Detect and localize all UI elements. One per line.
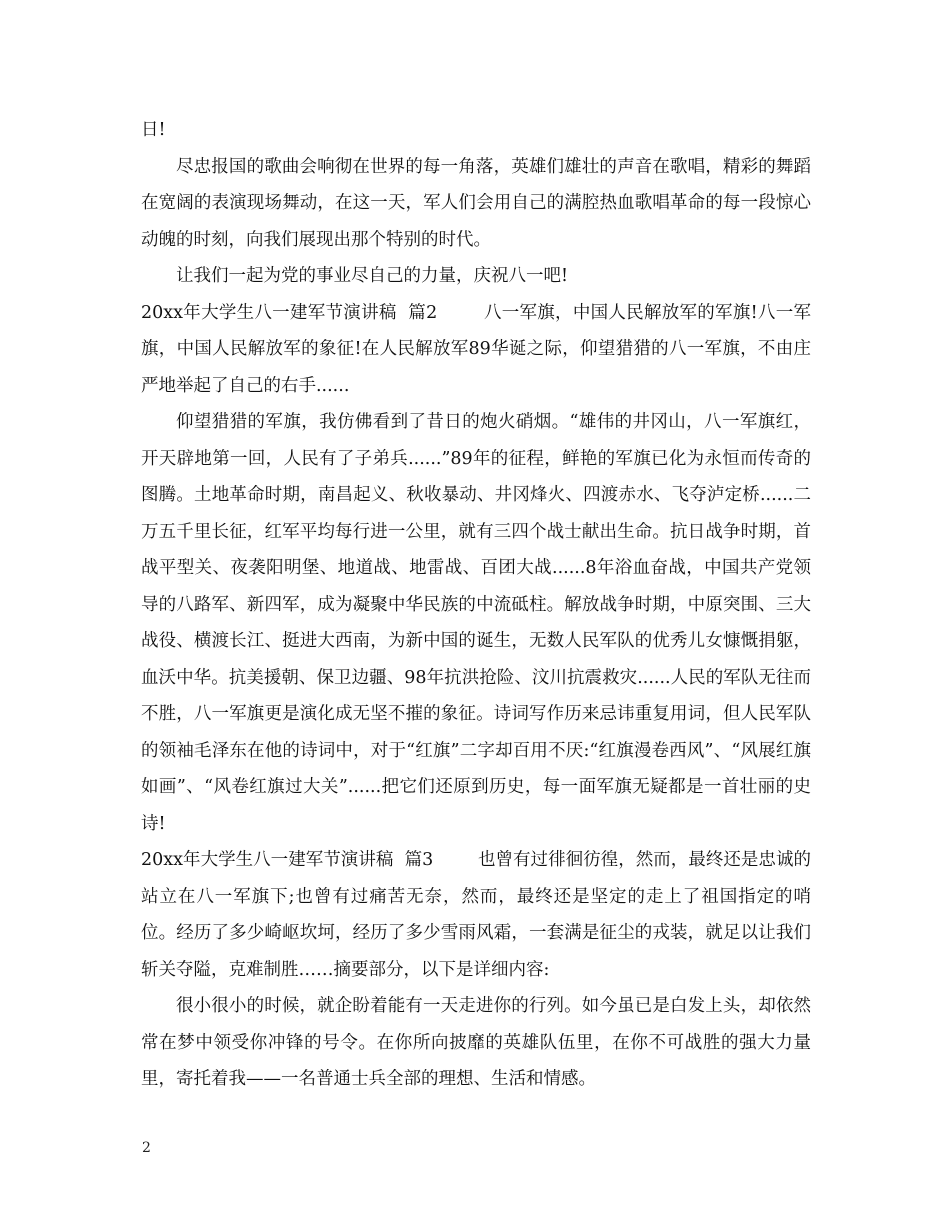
document-body: [141, 112, 811, 1098]
paragraph-1: 日!: [141, 120, 166, 140]
paragraph-7: 很小很小的时候，就企盼着能有一天走进你的行列。如今虽已是白发上头，却依然常在梦中领受你冲锋的号令。在你所向披靡的英雄队伍里，在你不可战胜的强大力量里，寄托着我——一名普通士兵全部的理想、生活和情感。: [141, 996, 811, 1089]
paragraph-3: 让我们一起为党的事业尽自己的力量，庆祝八一吧!: [176, 266, 569, 286]
paragraph-4-heading-speech-2: 20xx年大学生八一建军节演讲稿 篇2 八一军旗，中国人民解放军的军旗!八一军旗，中国人民解放军的象征!在人民解放军89华诞之际，仰望猎猎的八一军旗，不由庄严地举起了自己的右手......: [141, 302, 811, 396]
page-number: 2: [142, 1140, 151, 1156]
paragraph-5: 仰望猎猎的军旗，我仿佛看到了昔日的炮火硝烟。“雄伟的井冈山，八一军旗红，开天辟地第一回，人民有了子弟兵......”89年的征程，鲜艳的军旗已化为永恒而传奇的图腾。土地革命时期，南昌起义、秋收暴动、井冈烽火、四渡赤水、飞夺泸定桥......二万五千里长征，红军平均每行进一公里，就有三四个战士献出生命。抗日战争时期，首战平型关、夜袭阳明堡、地道战、地雷战、百团大战......8年浴血奋战，中国共产党领导的八路军、新四军，成为凝聚中华民族的中流砥柱。解放战争时期，中原突围、三大战役、横渡长江、挺进大西南，为新中国的诞生，无数人民军队的优秀儿女慷慨捐躯，血沃中华。抗美援朝、保卫边疆、98年抗洪抢险、汶川抗震救灾......人民的军队无往而不胜，八一军旗更是演化成无坚不摧的象征。诗词写作历来忌讳重复用词，但人民军队的领袖毛泽东在他的诗词中，对于“红旗”二字却百用不厌:“红旗漫卷西风”、“风展红旗如画”、“风卷红旗过大关”......把它们还原到历史，每一面军旗无疑都是一首壮丽的史诗!: [141, 412, 811, 834]
paragraph-6-heading-speech-3: 20xx年大学生八一建军节演讲稿 篇3 也曾有过徘徊彷徨，然而，最终还是忠诚的站立在八一军旗下;也曾有过痛苦无奈，然而，最终还是坚定的走上了祖国指定的哨位。经历了多少崎岖坎坷，经历了多少雪雨风霜，一套满是征尘的戎装，就足以让我们斩关夺隘，克难制胜……摘要部分，以下是详细内容:: [141, 850, 811, 980]
paragraph-2: 尽忠报国的歌曲会响彻在世界的每一角落，英雄们雄壮的声音在歌唱，精彩的舞蹈在宽阔的表演现场舞动，在这一天，军人们会用自己的满腔热血歌唱革命的每一段惊心动魄的时刻，向我们展现出那个特别的时代。: [141, 156, 811, 250]
